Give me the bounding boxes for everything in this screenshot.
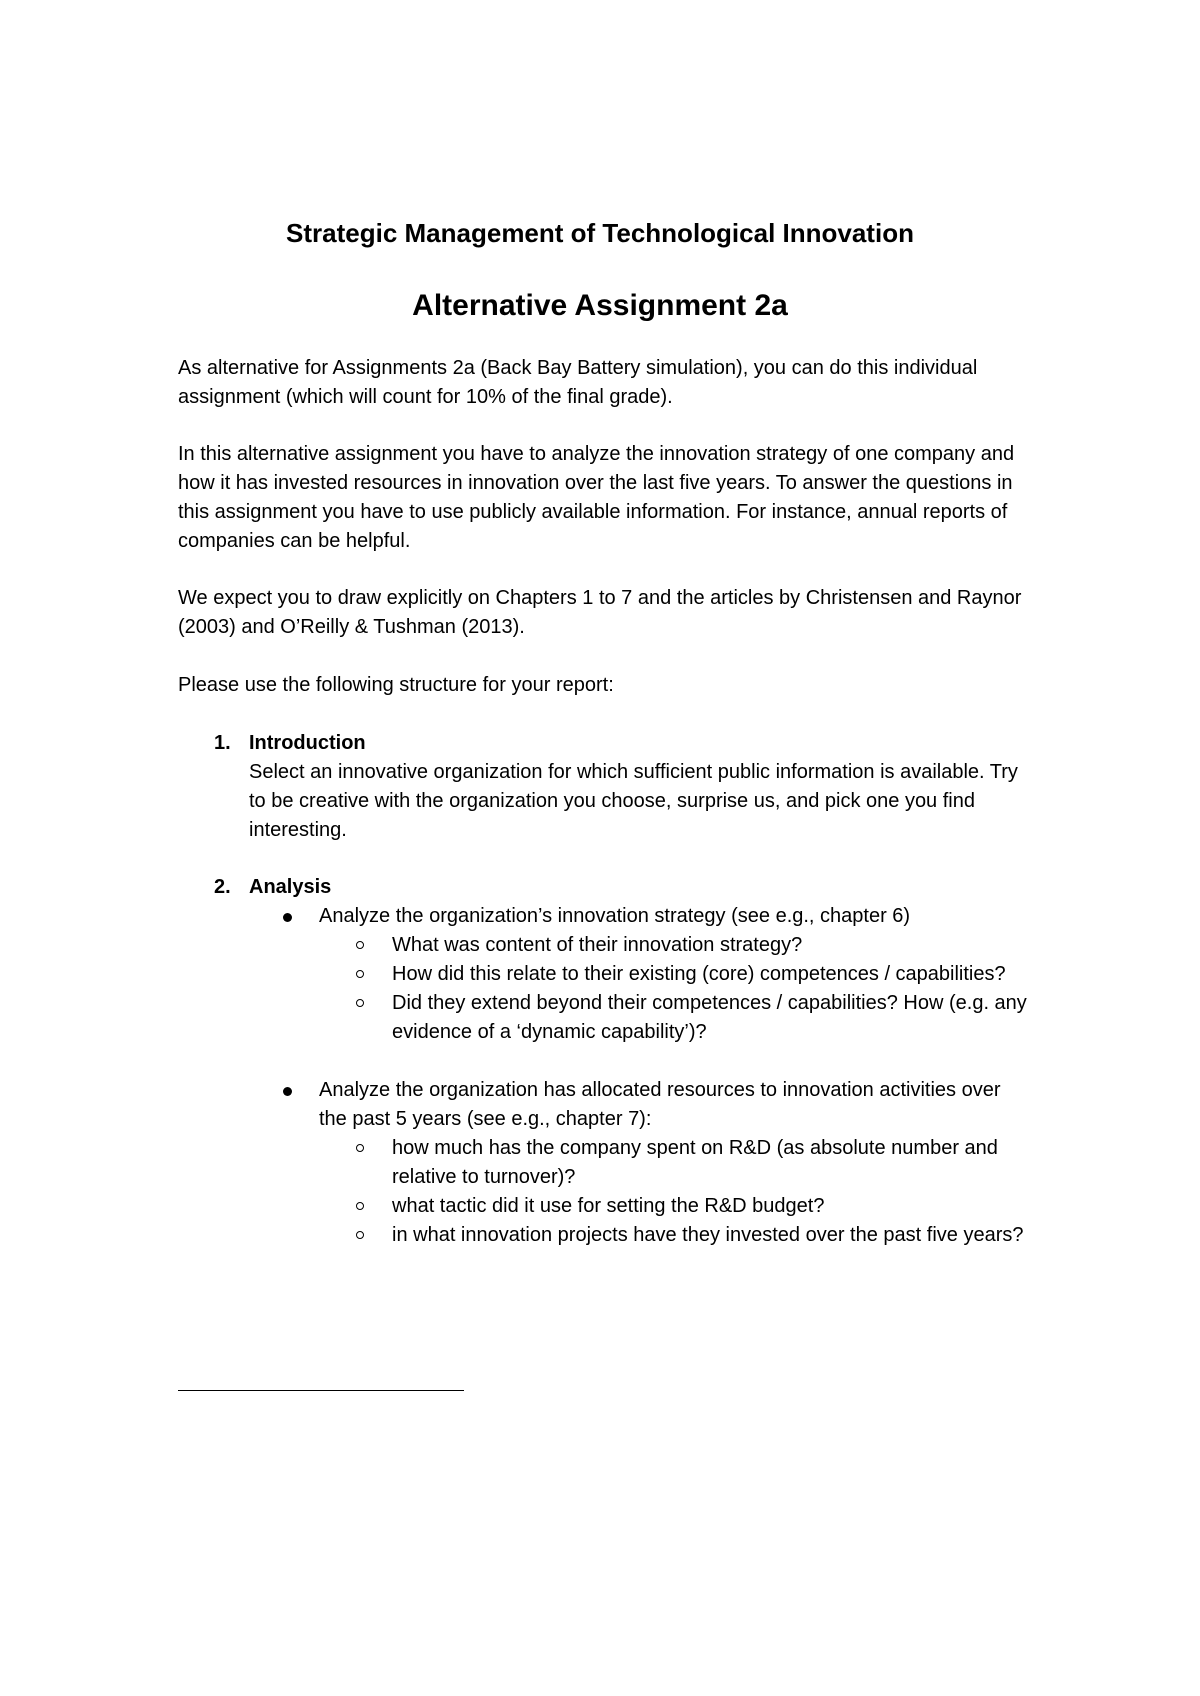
sub-item-list [319, 1134, 1028, 1250]
sub-item [178, 960, 1028, 989]
section-number: 2. [214, 876, 231, 898]
section-heading [178, 873, 1028, 902]
sub-item [178, 1134, 1028, 1192]
footnote-separator [178, 1390, 464, 1391]
course-title: Strategic Management of Technological Innovation [286, 218, 914, 248]
section-body: Select an innovative organization for which sufficient public information is available. Try to be creative with the organization you choose, surprise us, and pick one you find interesting. [249, 761, 1018, 841]
bullet-dot-icon [283, 913, 292, 922]
circle-bullet-icon [356, 941, 364, 949]
circle-bullet-icon [356, 1231, 364, 1239]
sub-item-text: in what innovation projects have they invested over the past five years? [392, 1224, 1024, 1246]
section-analysis [178, 873, 1028, 1250]
sub-item-text: how much has the company spent on R&D (as absolute number and relative to turnover)? [392, 1137, 998, 1188]
sub-item-text: How did this relate to their existing (core) competences / capabilities? [392, 963, 1006, 985]
bullet-dot-icon [283, 1087, 292, 1096]
section-introduction [178, 729, 1028, 845]
sub-item-text: what tactic did it use for setting the R&D budget? [392, 1195, 825, 1217]
assignment-title: Alternative Assignment 2a [412, 289, 788, 322]
circle-bullet-icon [356, 1144, 364, 1152]
sub-item-text: Did they extend beyond their competences / capabilities? How (e.g. any evidence of a ‘dynamic capability’)? [392, 992, 1027, 1043]
section-title: Analysis [249, 876, 332, 898]
sub-item [178, 1192, 1028, 1221]
section-number: 1. [214, 732, 231, 754]
circle-bullet-icon [356, 999, 364, 1007]
bullet-text: Analyze the organization has allocated resources to innovation activities over the past 5 years (see e.g., chapter 7): [319, 1079, 1001, 1130]
bullet-item-innovation-strategy [178, 902, 1028, 1047]
intro-paragraph-expectations: We expect you to draw explicitly on Chapters 1 to 7 and the articles by Christensen and Raynor (2003) and O’Reilly & Tushman (2013). [178, 587, 1022, 638]
section-title: Introduction [249, 732, 366, 754]
intro-paragraph-structure: Please use the following structure for your report: [178, 674, 614, 696]
sub-item [178, 989, 1028, 1047]
section-heading [178, 729, 1028, 758]
intro-paragraph-alternative: As alternative for Assignments 2a (Back Bay Battery simulation), you can do this individual assignment (which will count for 10% of the final grade). [178, 357, 978, 408]
analysis-bullet-list [178, 902, 1028, 1250]
sub-item-list [319, 931, 1028, 1047]
sub-item-text: What was content of their innovation strategy? [392, 934, 803, 956]
circle-bullet-icon [356, 1202, 364, 1210]
intro-paragraph-task: In this alternative assignment you have to analyze the innovation strategy of one company and how it has invested resources in innovation over the last five years. To answer the questions in this assignment you have to use publicly available information. For instance, annual reports of companies can be helpful. [178, 443, 1015, 552]
circle-bullet-icon [356, 970, 364, 978]
sub-item [178, 931, 1028, 960]
bullet-text: Analyze the organization’s innovation strategy (see e.g., chapter 6) [319, 905, 911, 927]
bullet-item-resource-allocation [178, 1076, 1028, 1250]
sub-item [178, 1221, 1028, 1250]
